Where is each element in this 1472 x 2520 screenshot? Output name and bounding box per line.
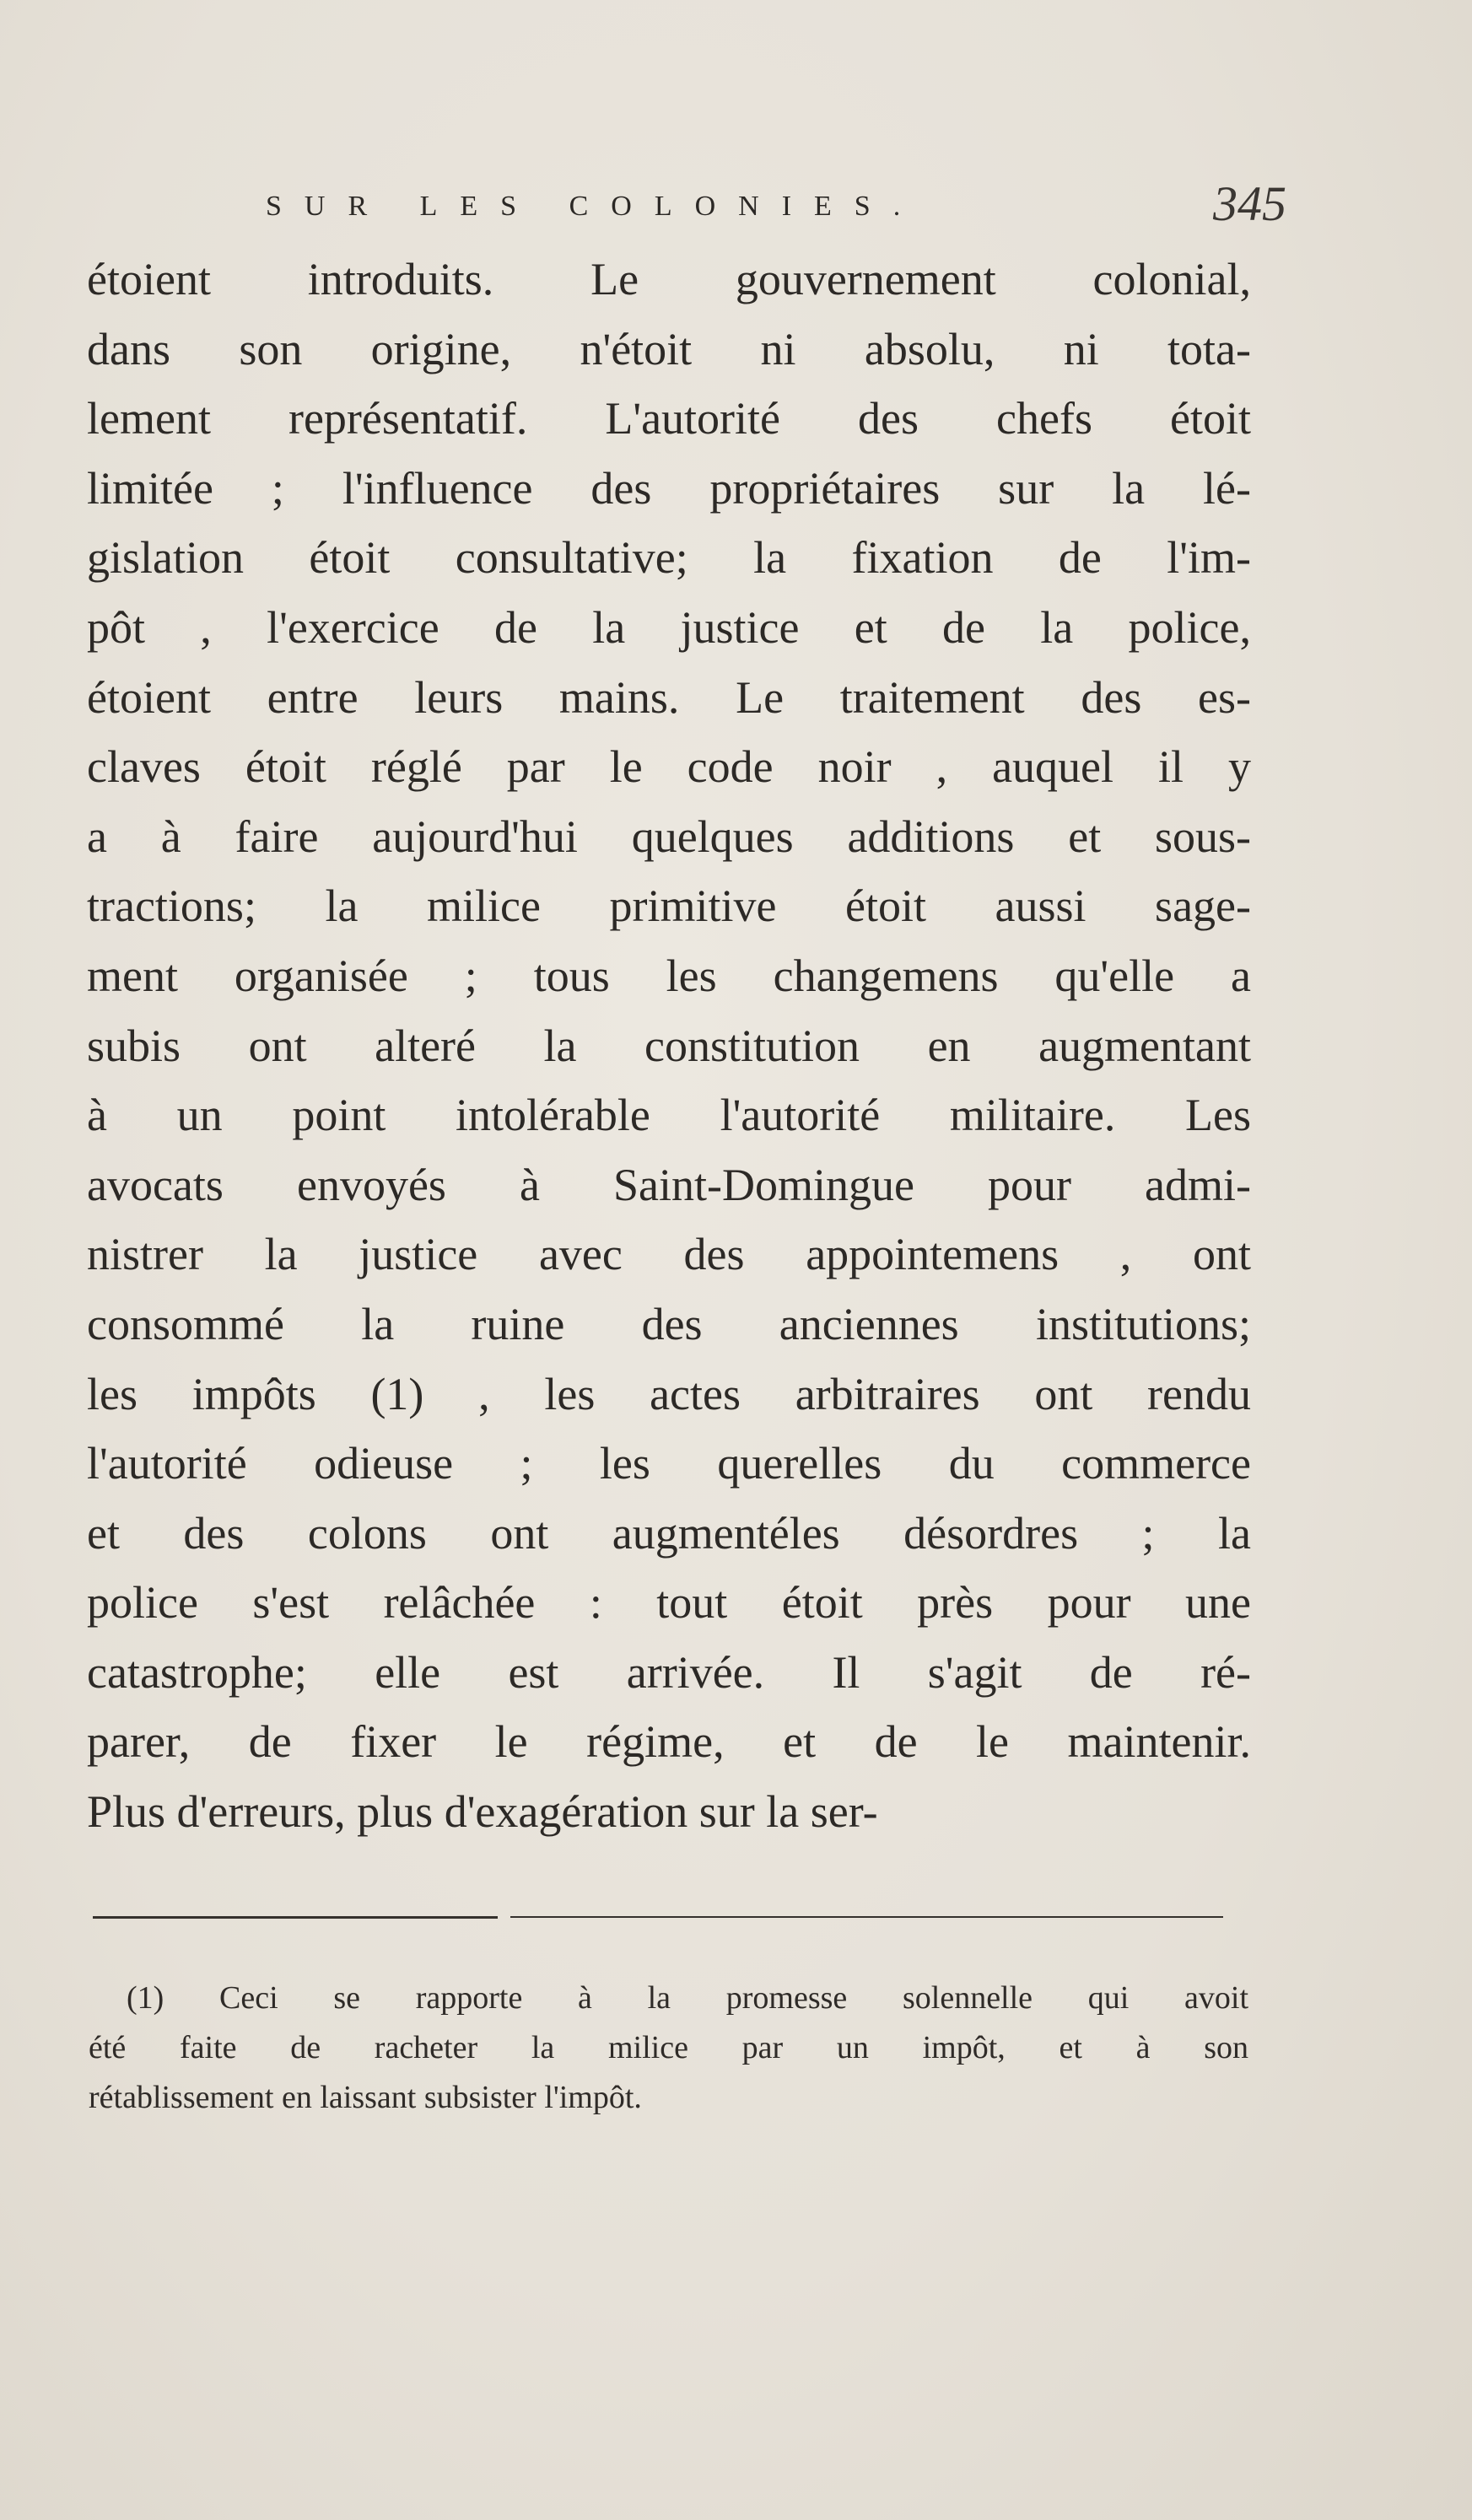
text-line: étoient entre leurs mains. Le traitement des es- [87,671,1251,723]
text-line: catastrophe; elle est arrivée. Il s'agit de ré- [87,1646,1251,1698]
text-line: avocats envoyés à Saint-Domingue pour admi- [87,1159,1251,1210]
text-line: nistrer la justice avec des appointemens , ont [87,1229,1251,1280]
text-line: police s'est relâchée : tout étoit près pour une [87,1577,1251,1629]
text-line: dans son origine, n'étoit ni absolu, ni tota- [87,323,1251,374]
footnote [89,1973,1248,2123]
text-line: parer, de fixer le régime, et de le maintenir. [87,1716,1251,1768]
footnote-line: (1) Ceci se rapporte à la promesse solennelle qui avoit [127,1980,1248,2016]
text-line: pôt , l'exercice de la justice et de la police, [87,601,1251,653]
text-line: ment organisée ; tous les changemens qu'elle a [87,950,1251,1001]
body-text [87,245,1251,1847]
footnote-line: été faite de racheter la milice par un impôt, et à son [89,2030,1248,2065]
text-line: lement représentatif. L'autorité des chefs étoit [87,393,1251,444]
text-line: limitée ; l'influence des propriétaires sur la lé- [87,462,1251,514]
text-line: à un point intolérable l'autorité militaire. Les [87,1090,1251,1141]
text-line: subis ont alteré la constitution en augmentant [87,1020,1251,1071]
text-line: Plus d'erreurs, plus d'exagération sur la ser- [87,1786,878,1838]
text-line: tractions; la milice primitive étoit aussi sage- [87,880,1251,932]
text-line: a à faire aujourd'hui quelques additions et sous- [87,810,1251,862]
text-line: consommé la ruine des anciennes institutions; [87,1298,1251,1349]
running-head [253,175,1286,234]
running-title: SUR LES COLONIES. [266,191,924,222]
footnote-rule-right [510,1916,1223,1918]
text-line: étoient introduits. Le gouvernement colonial, [87,254,1251,304]
page-number: 345 [1213,176,1286,231]
text-line: claves étoit réglé par le code noir , auquel il y [87,741,1251,793]
footnote-line: rétablissement en laissant subsister l'impôt. [89,2080,642,2115]
text-line: gislation étoit consultative; la fixation de l'im- [87,532,1251,584]
footnote-rule-left [93,1916,498,1919]
text-line: l'autorité odieuse ; les querelles du commerce [87,1438,1251,1489]
text-line: et des colons ont augmentéles désordres ; la [87,1507,1251,1559]
text-line: les impôts (1) , les actes arbitraires ont rendu [87,1368,1251,1419]
